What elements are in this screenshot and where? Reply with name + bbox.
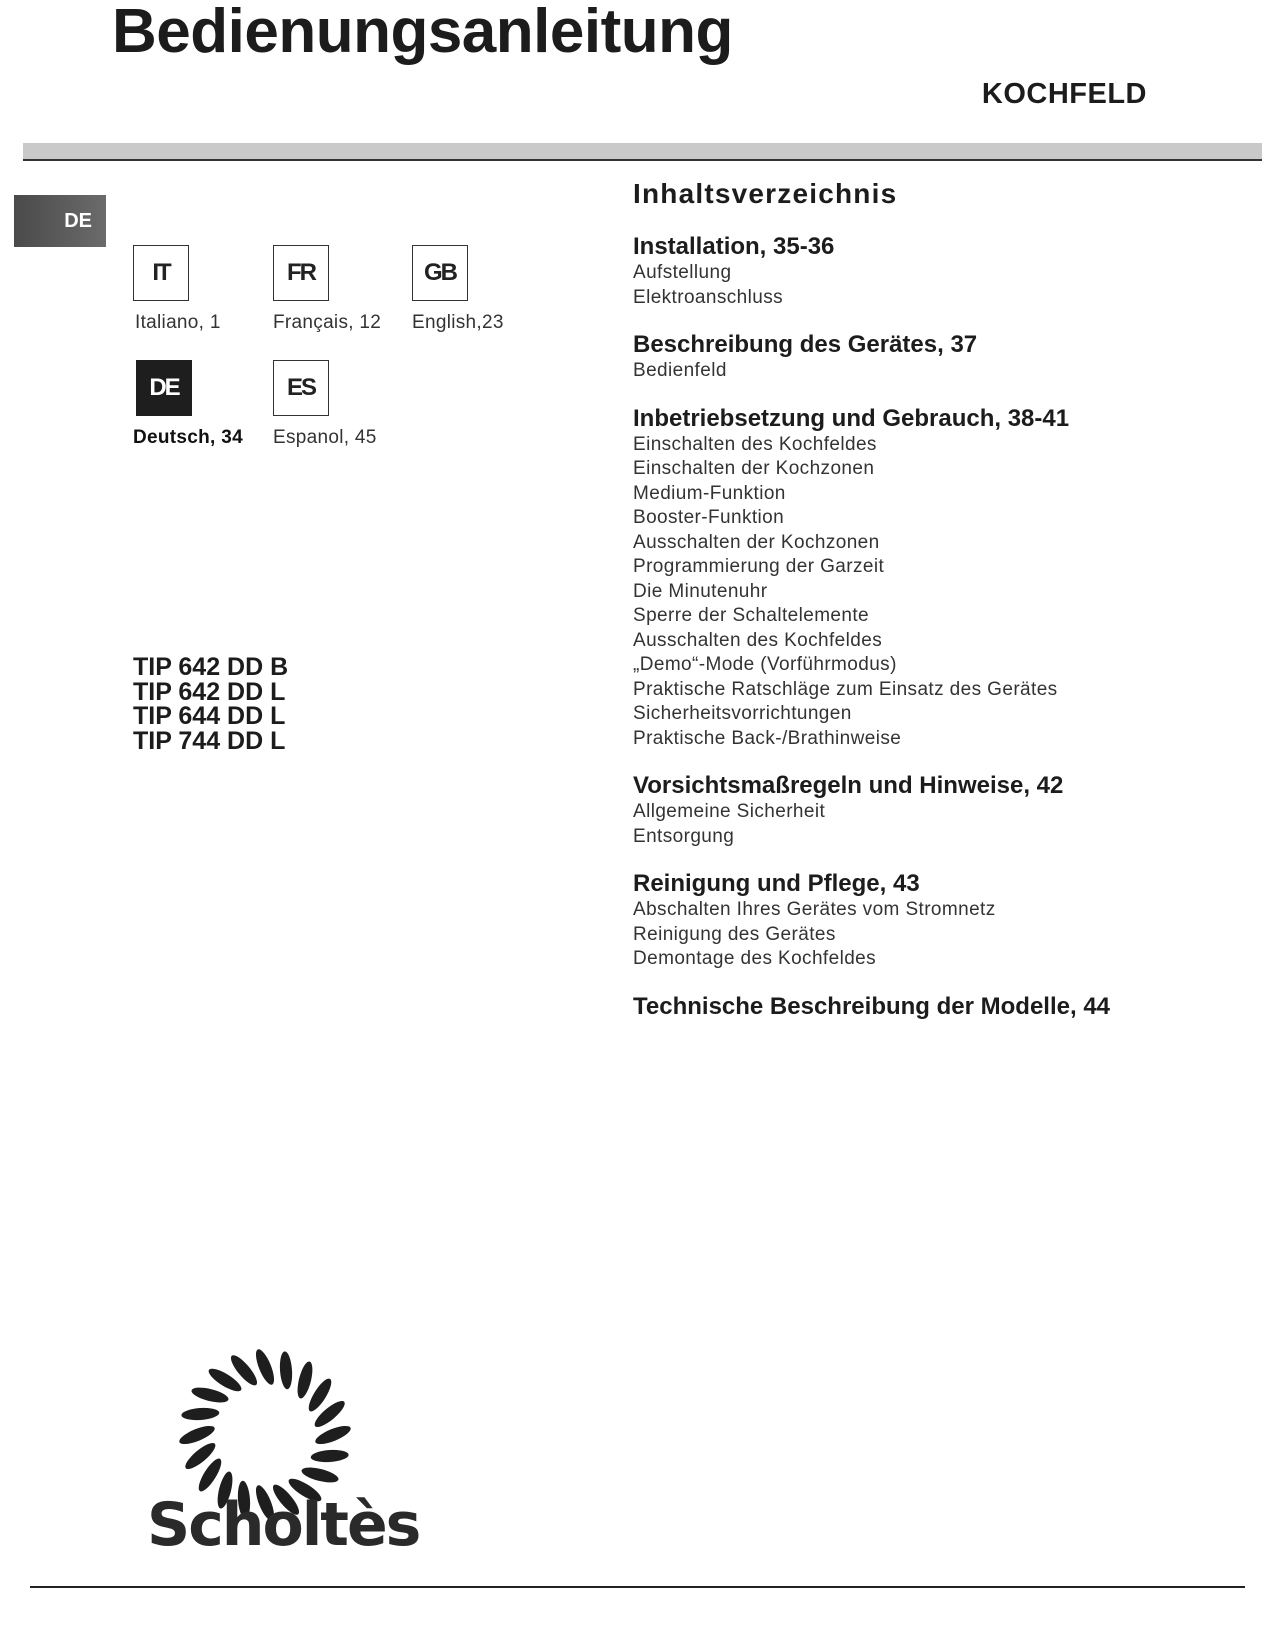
- lang-box-es[interactable]: ES: [273, 360, 329, 416]
- toc-item[interactable]: Einschalten des Kochfeldes: [633, 433, 877, 455]
- toc-item[interactable]: Aufstellung: [633, 262, 732, 283]
- toc-section-title[interactable]: Installation, 35-36: [633, 233, 835, 260]
- lang-label-de: Deutsch, 34: [133, 427, 243, 448]
- lang-box-de[interactable]: DE: [136, 360, 192, 416]
- toc-item[interactable]: „Demo“-Mode (Vorführmodus): [633, 654, 897, 675]
- toc-item[interactable]: Programmierung der Garzeit: [633, 556, 885, 577]
- toc-item[interactable]: Ausschalten des Kochfeldes: [633, 629, 883, 651]
- model-name: TIP 744 DD L: [133, 726, 286, 755]
- lang-box-gb[interactable]: GB: [412, 245, 468, 301]
- bottom-rule: [30, 1586, 1245, 1588]
- model-name: TIP 644 DD L: [133, 702, 286, 730]
- toc-item[interactable]: Abschalten Ihres Gerätes vom Stromnetz: [633, 899, 996, 920]
- toc-section: [633, 992, 1253, 1021]
- brand-logo-text: Scholtès: [147, 1490, 420, 1560]
- document-title: Bedienungsanleitung: [112, 0, 733, 66]
- sun-ray: [295, 1360, 316, 1400]
- toc-item[interactable]: Bedienfeld: [633, 360, 727, 381]
- table-of-contents: [633, 178, 1253, 1041]
- toc-section-title[interactable]: Inbetriebsetzung und Gebrauch, 38-41: [633, 404, 1070, 432]
- toc-item[interactable]: Reinigung des Gerätes: [633, 923, 836, 945]
- language-tab: DE: [14, 195, 106, 247]
- toc-heading: Inhaltsverzeichnis: [633, 178, 898, 209]
- toc-section-title[interactable]: Reinigung und Pflege, 43: [633, 870, 920, 897]
- toc-item[interactable]: Sperre der Schaltelemente: [633, 605, 870, 626]
- sun-ray: [300, 1465, 340, 1486]
- toc-section: [633, 330, 1253, 384]
- sun-ray: [181, 1407, 220, 1422]
- lang-box-fr[interactable]: FR: [273, 245, 329, 301]
- toc-item[interactable]: Praktische Ratschläge zum Einsatz des Gerätes: [633, 678, 1058, 700]
- header-band: [23, 143, 1262, 161]
- model-name: TIP 642 DD B: [133, 653, 289, 681]
- toc-section-title[interactable]: Technische Beschreibung der Modelle, 44: [633, 992, 1111, 1020]
- model-list: [133, 655, 288, 753]
- toc-section: [633, 232, 1253, 310]
- sun-ray: [279, 1351, 294, 1390]
- toc-item[interactable]: Allgemeine Sicherheit: [633, 801, 826, 822]
- toc-item[interactable]: Demontage des Kochfeldes: [633, 948, 877, 969]
- toc-section: [633, 869, 1253, 972]
- toc-section-title[interactable]: Beschreibung des Gerätes, 37: [633, 331, 978, 358]
- toc-item[interactable]: Booster-Funktion: [633, 507, 785, 528]
- toc-item[interactable]: Die Minutenuhr: [633, 580, 768, 602]
- toc-section: [633, 404, 1253, 752]
- lang-label-it: Italiano, 1: [135, 312, 221, 333]
- toc-item[interactable]: Sicherheitsvorrichtungen: [633, 703, 852, 724]
- toc-item[interactable]: Entsorgung: [633, 825, 735, 847]
- document-type: KOCHFELD: [981, 78, 1147, 110]
- toc-item[interactable]: Einschalten der Kochzonen: [633, 458, 875, 479]
- sun-ray: [310, 1449, 349, 1464]
- toc-section: [633, 771, 1253, 849]
- toc-section-title[interactable]: Vorsichtsmaßregeln und Hinweise, 42: [633, 772, 1064, 799]
- sun-ray: [190, 1385, 230, 1406]
- lang-label-gb: English,23: [412, 312, 504, 333]
- model-name: TIP 642 DD L: [133, 677, 286, 706]
- lang-box-it[interactable]: IT: [133, 245, 189, 301]
- toc-item[interactable]: Ausschalten der Kochzonen: [633, 531, 880, 553]
- toc-item[interactable]: Elektroanschluss: [633, 286, 784, 308]
- toc-item[interactable]: Medium-Funktion: [633, 482, 786, 504]
- toc-item[interactable]: Praktische Back-/Brathinweise: [633, 727, 902, 749]
- lang-label-es: Espanol, 45: [273, 427, 377, 448]
- lang-label-fr: Français, 12: [273, 312, 382, 333]
